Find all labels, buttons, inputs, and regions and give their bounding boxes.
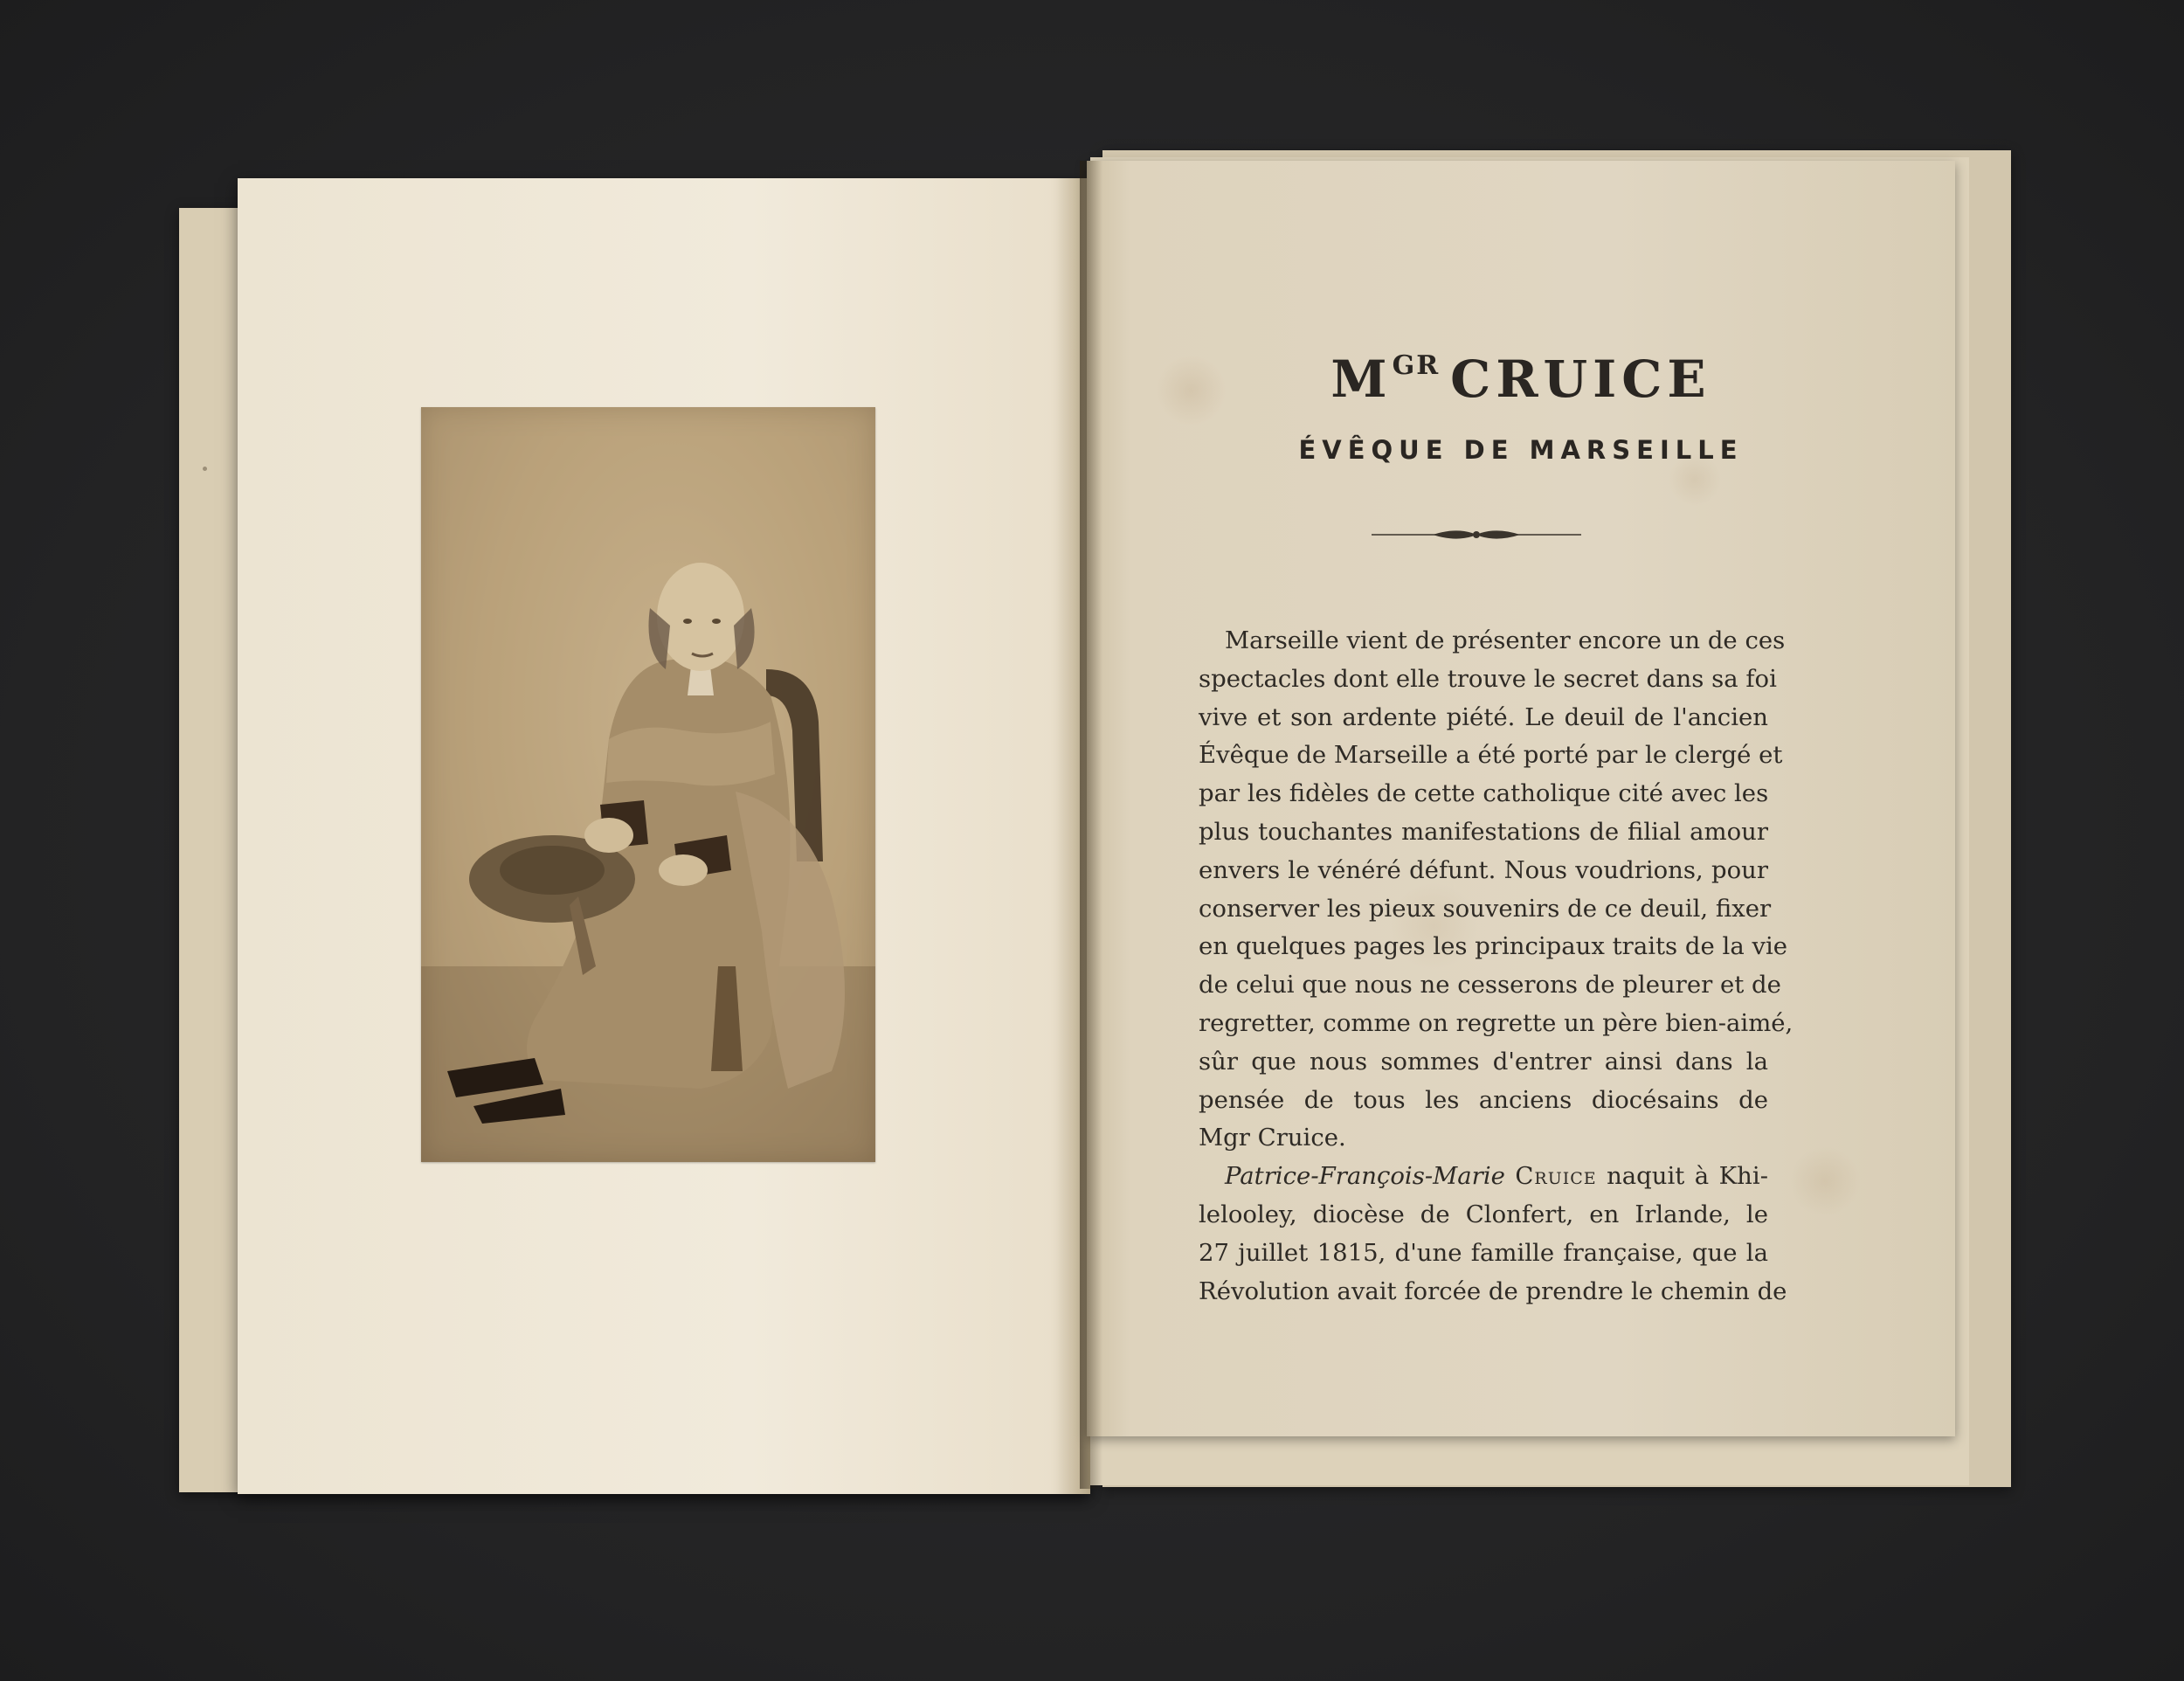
surname-smallcaps: Cruice [1515,1162,1597,1191]
text-line: regretter, comme on regrette un père bien-aimé, [1199,1008,1794,1037]
portrait-photograph [421,407,875,1162]
text-line: Évêque de Marseille a été porté par le clergé et [1199,741,1783,770]
page-title [1087,349,1955,409]
text-line: lelooley, diocèse de Clonfert, en Irlande, le [1199,1200,1768,1228]
text-line: en quelques pages les principaux traits de la vie [1199,932,1788,961]
portrait-illustration [421,407,875,1162]
text-line: Marseille vient de présenter encore un de ces [1225,626,1786,654]
title-name: CRUICE [1450,349,1711,409]
body-text [1199,622,1794,1311]
title-prefix: M [1330,349,1393,409]
text-line: par les fidèles de cette catholique cité avec les [1199,779,1769,808]
text-line: conserver les pieux souvenirs de ce deuil, fixer [1199,894,1772,923]
name-italic: Patrice-François-Marie [1225,1162,1505,1191]
text-line: envers le vénéré défunt. Nous voudrions, pour [1199,855,1768,884]
text-line: Révolution avait forcée de prendre le chemin de [1199,1276,1787,1305]
text-line-paragraph2-start [1199,1158,1768,1196]
text-line: de celui que nous ne cesserons de pleurer et de [1199,971,1781,1000]
text-fragment: naquit à Khi- [1607,1162,1768,1191]
text-line: pensée de tous les anciens diocésains de [1199,1085,1768,1114]
paper-speck [203,467,207,471]
ornament-divider [1372,522,1581,547]
text-line: plus touchantes manifestations de filial amour [1199,817,1768,846]
text-line: sûr que nous sommes d'entrer ainsi dans la [1199,1047,1768,1076]
text-line: spectacles dont elle trouve le secret dans sa foi [1199,664,1777,693]
page-subtitle: ÉVÊQUE DE MARSEILLE [1298,435,1744,465]
text-line: 27 juillet 1815, d'une famille française, que la [1199,1238,1768,1267]
text-line: Mgr Cruice. [1199,1124,1346,1152]
title-superscript: GR [1392,350,1441,381]
text-line: vive et son ardente piété. Le deuil de l'ancien [1199,702,1768,731]
